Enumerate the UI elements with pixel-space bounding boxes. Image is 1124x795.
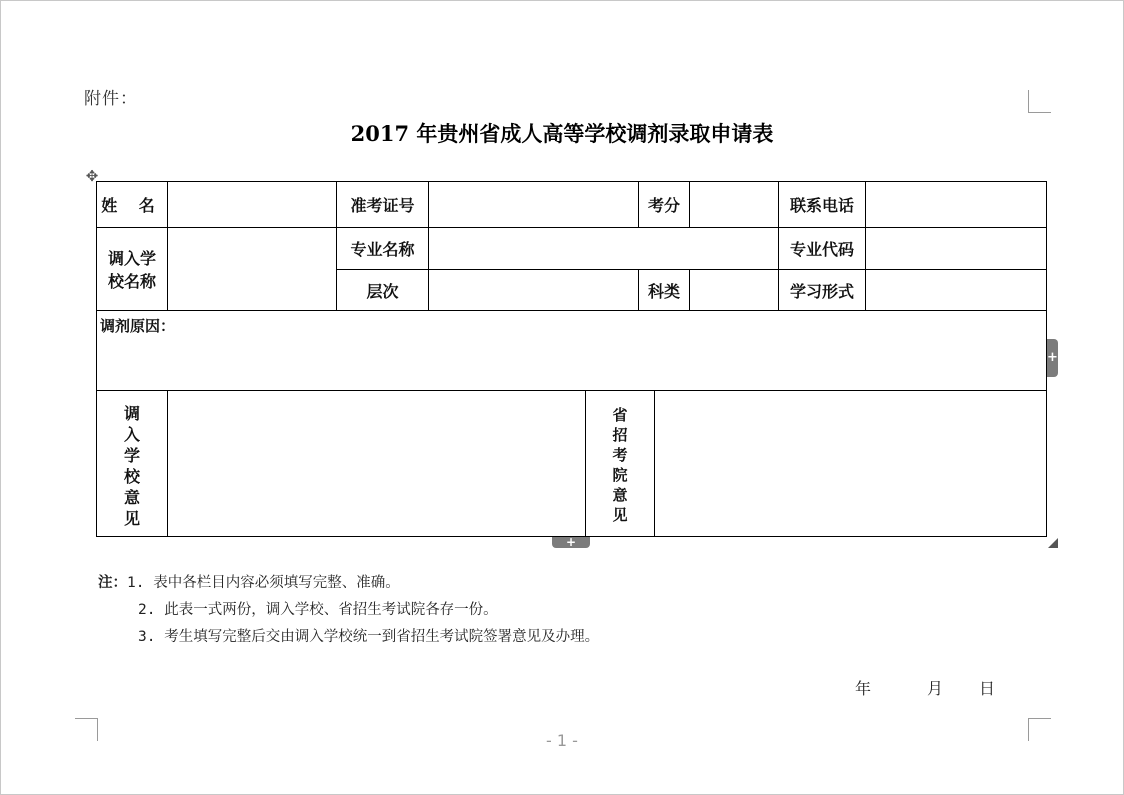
major-name-label: 专业名称 <box>336 227 429 270</box>
school-opinion-label <box>96 390 168 537</box>
note-item-3: 3. 考生填写完整后交由调入学校统一到省招生考试院签署意见及办理。 <box>138 629 600 645</box>
major-code-field[interactable] <box>865 227 1047 270</box>
phone-label: 联系电话 <box>778 181 866 228</box>
date-month: 月 <box>927 679 944 698</box>
resize-icon[interactable] <box>1047 537 1058 548</box>
attachment-label: 附件： <box>84 89 138 109</box>
institute-opinion-label-text: 省招考院意见 <box>612 406 628 524</box>
note-text-1: 1. 表中各栏目内容必须填写完整、准确。 <box>127 575 400 591</box>
target-school-label-line1: 调入学 <box>107 249 156 268</box>
page-number: - 1 - <box>546 731 578 750</box>
major-name-field[interactable] <box>428 227 779 270</box>
study-form-field[interactable] <box>865 269 1047 311</box>
category-field[interactable] <box>689 269 779 311</box>
target-school-label <box>96 227 168 311</box>
score-field[interactable] <box>689 181 779 228</box>
school-opinion-field[interactable] <box>167 390 586 537</box>
target-school-label-line2: 校名称 <box>107 272 156 291</box>
adjustment-reason-label: 调剂原因： <box>100 317 176 335</box>
date-day: 日 <box>979 679 996 698</box>
exam-number-label: 准考证号 <box>336 181 429 228</box>
notes-head: 注： <box>98 575 127 591</box>
name-label: 姓 名 <box>96 181 168 228</box>
date-line <box>855 676 995 699</box>
plus-icon: + <box>1047 350 1058 365</box>
category-label: 科类 <box>638 269 690 311</box>
application-form <box>96 181 1047 537</box>
crop-mark-top-right <box>1028 90 1051 113</box>
major-code-label: 专业代码 <box>778 227 866 270</box>
plus-icon: + <box>565 535 577 549</box>
study-form-label: 学习形式 <box>778 269 866 311</box>
target-school-field[interactable] <box>167 227 337 311</box>
note-item-2: 2. 此表一式两份，调入学校、省招生考试院各存一份。 <box>138 602 498 618</box>
add-column-button[interactable] <box>552 537 590 548</box>
score-label: 考分 <box>638 181 690 228</box>
form-title: 2017 年贵州省成人高等学校调剂录取申请表 <box>350 121 774 146</box>
name-field[interactable] <box>167 181 337 228</box>
add-row-button[interactable] <box>1047 339 1058 377</box>
move-icon[interactable]: ✥ <box>85 167 99 185</box>
note-item-1 <box>98 570 599 597</box>
school-opinion-label-text: 调入学校意见 <box>123 404 140 528</box>
institute-opinion-label <box>585 390 655 537</box>
level-label: 层次 <box>336 269 429 311</box>
exam-number-field[interactable] <box>428 181 639 228</box>
notes-section <box>98 570 599 651</box>
institute-opinion-field[interactable] <box>654 390 1047 537</box>
adjustment-reason-field[interactable] <box>96 310 1047 391</box>
level-field[interactable] <box>428 269 639 311</box>
date-year: 年 <box>855 679 872 698</box>
phone-field[interactable] <box>865 181 1047 228</box>
